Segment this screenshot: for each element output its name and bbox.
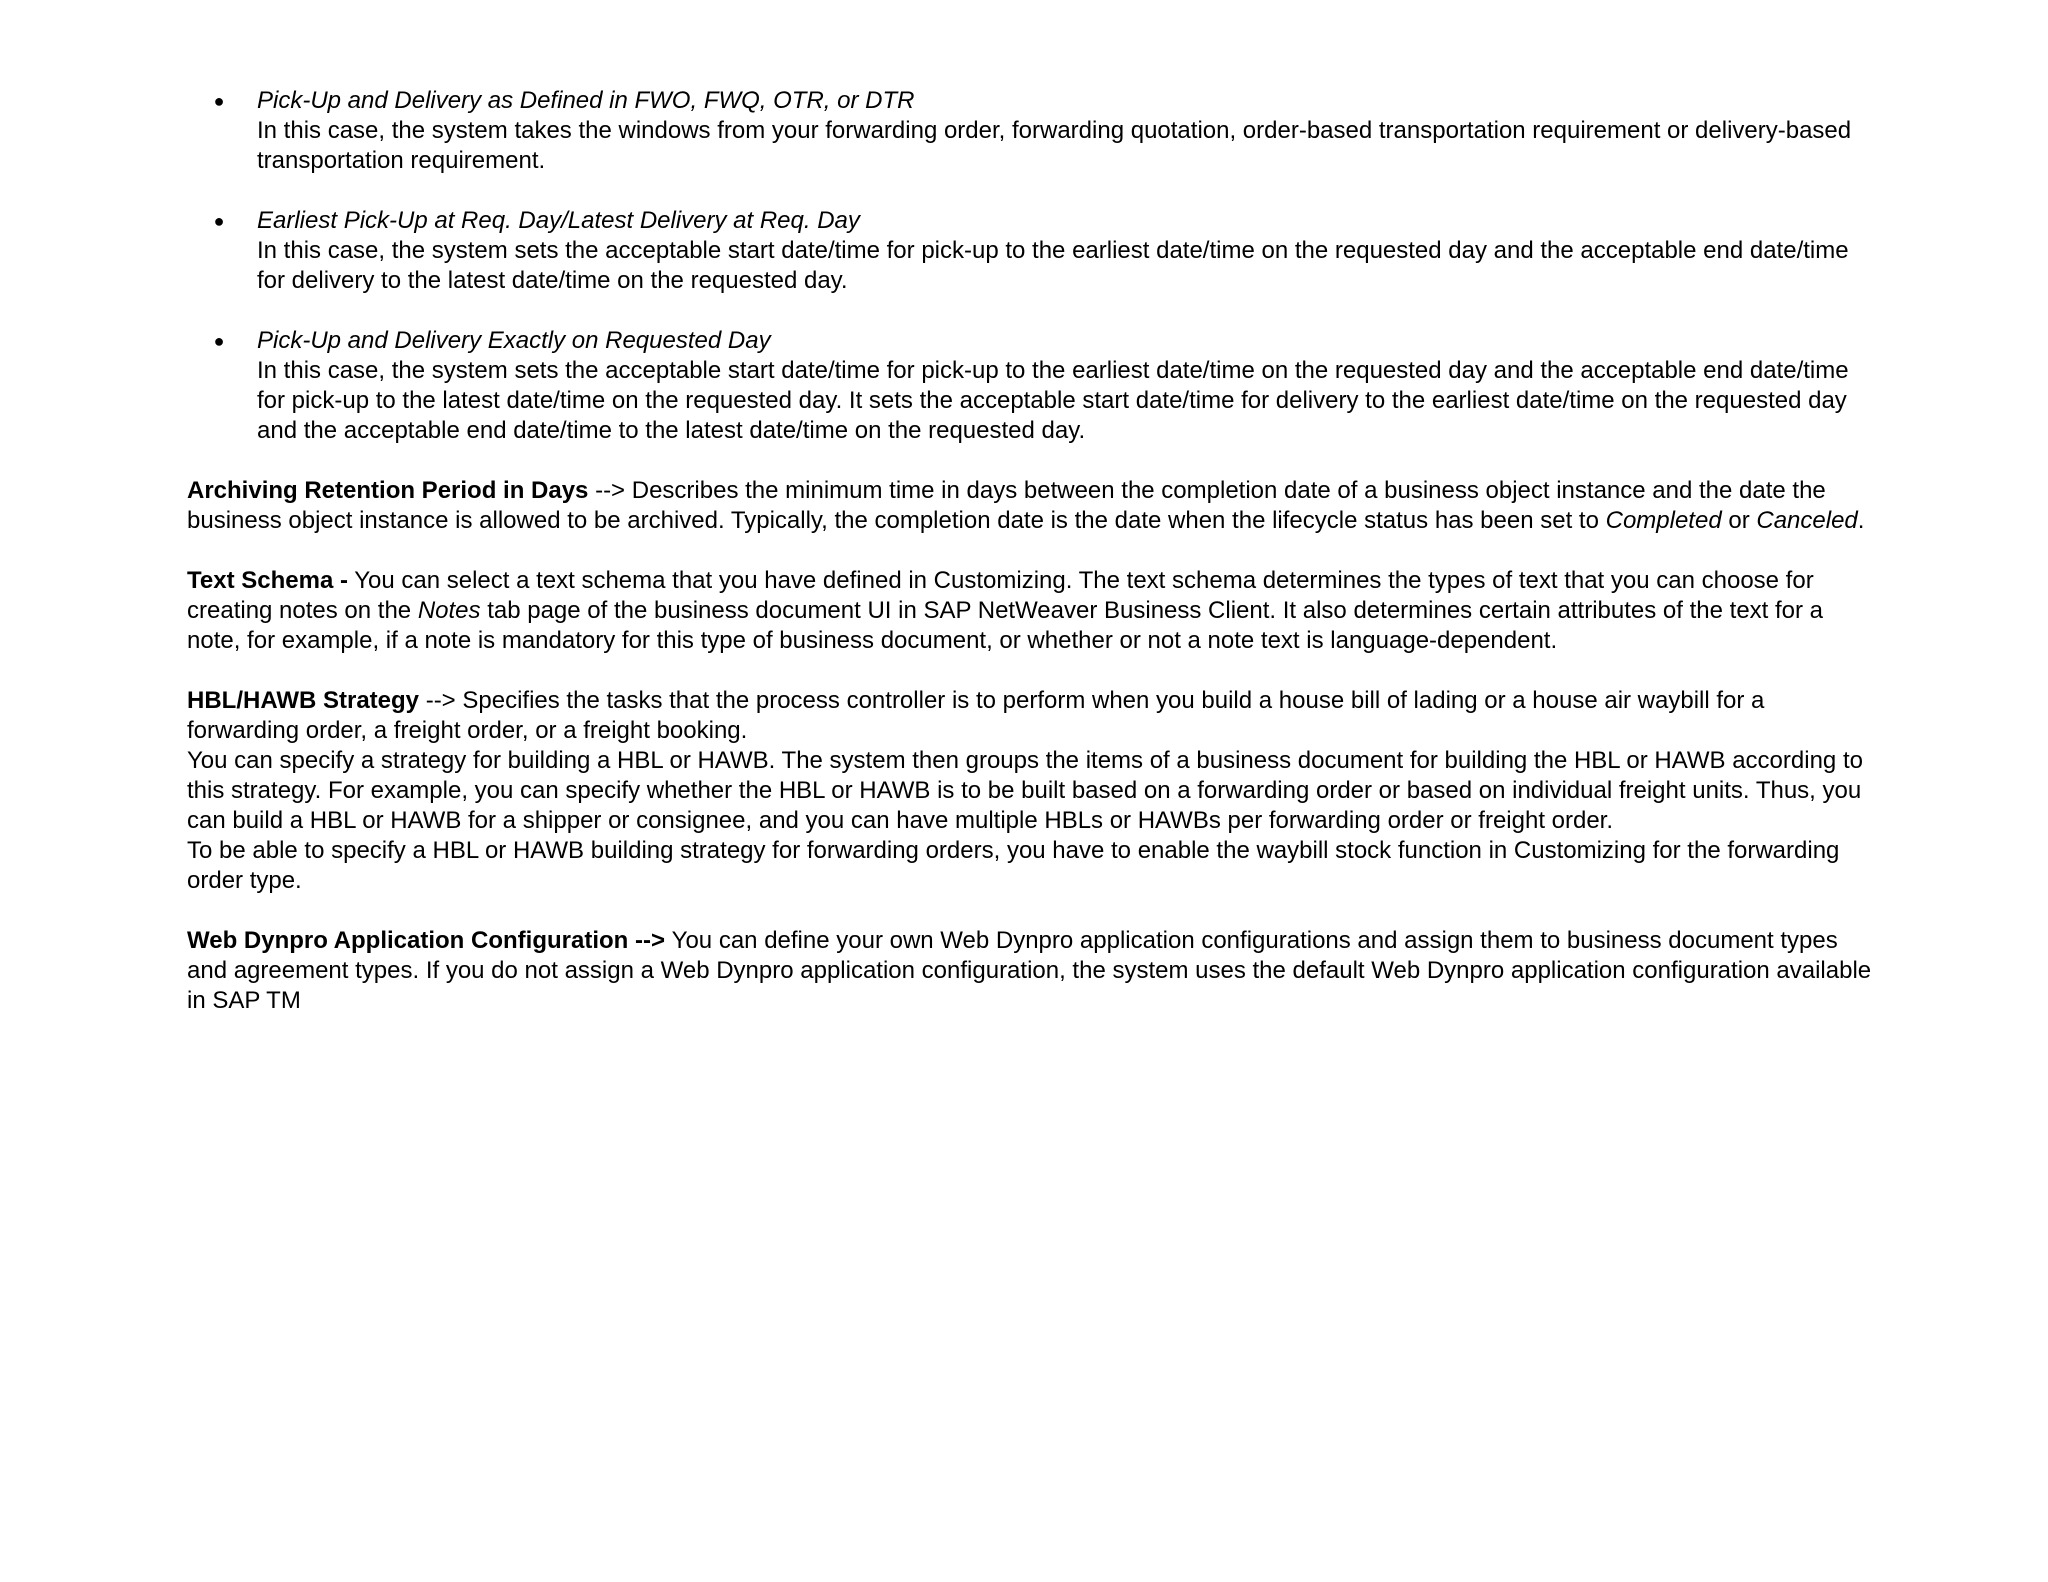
list-item: [187, 326, 1877, 446]
hbl-text-3: To be able to specify a HBL or HAWB building strategy for forwarding orders, you have to enable the waybill stock function in Customizing for the forwarding order type.: [187, 837, 1840, 894]
archiving-status-completed: Completed: [1605, 507, 1722, 534]
web-dynpro-term: Web Dynpro Application Configuration: [187, 927, 629, 954]
archiving-paragraph: [187, 476, 1877, 536]
hbl-line-1: [187, 686, 1877, 746]
archiving-term: Archiving Retention Period in Days: [187, 477, 589, 504]
hbl-term: HBL/HAWB Strategy: [187, 687, 420, 714]
archiving-text-after: .: [1857, 507, 1865, 534]
document-page: [187, 86, 1877, 1046]
text-schema-paragraph: [187, 566, 1877, 656]
web-dynpro-separator: -->: [628, 927, 672, 954]
hbl-text-1: Specifies the tasks that the process controller is to perform when you build a house bill of lading or a house air waybill for a forwarding order, a freight order, or a freight booking.: [187, 687, 1765, 744]
web-dynpro-paragraph: [187, 926, 1877, 1016]
option-description: In this case, the system sets the acceptable start date/time for pick-up to the earliest date/time on the requested day and the acceptable end date/time for pick-up to the latest date/time on the requested day. It sets the acceptable start date/time for delivery to the earliest date/time on the requested day and the acceptable end date/time to the latest date/time on the requested day.: [257, 357, 1849, 444]
list-item: [187, 206, 1877, 296]
archiving-separator: -->: [588, 477, 632, 504]
list-item: [187, 86, 1877, 176]
text-schema-notes-tab: Notes: [417, 597, 481, 624]
hbl-paragraph: [187, 686, 1877, 896]
option-title: Earliest Pick-Up at Req. Day/Latest Delivery at Req. Day: [257, 207, 860, 234]
option-title: Pick-Up and Delivery as Defined in FWO, FWQ, OTR, or DTR: [257, 87, 915, 114]
bullet-icon: ●: [213, 211, 225, 231]
text-schema-term: Text Schema -: [187, 567, 348, 594]
archiving-text-before: Describes the minimum time in days between the completion date of a business object instance and the date the business object instance is allowed to be archived. Typically, the completion date is the date when the lifecycle status has been set to: [187, 477, 1826, 534]
archiving-text-middle: or: [1721, 507, 1757, 534]
window-options-list: [187, 86, 1877, 446]
option-description: In this case, the system takes the windows from your forwarding order, forwarding quotation, order-based transportation requirement or delivery-based transportation requirement.: [257, 117, 1852, 174]
web-dynpro-text: You can define your own Web Dynpro application configurations and assign them to business document types and agreement types. If you do not assign a Web Dynpro application configuration, the system uses the default Web Dynpro application configuration available in SAP TM: [187, 927, 1872, 1014]
option-description: In this case, the system sets the acceptable start date/time for pick-up to the earliest date/time on the requested day and the acceptable end date/time for delivery to the latest date/time on the requested day.: [257, 237, 1849, 294]
bullet-icon: ●: [213, 331, 225, 351]
option-title: Pick-Up and Delivery Exactly on Requested Day: [257, 327, 771, 354]
bullet-icon: ●: [213, 91, 225, 111]
hbl-text-2: You can specify a strategy for building a HBL or HAWB. The system then groups the items of a business document for building the HBL or HAWB according to this strategy. For example, you can specify whether the HBL or HAWB is to be built based on a forwarding order or based on individual freight units. Thus, you can build a HBL or HAWB for a shipper or consignee, and you can have multiple HBLs or HAWBs per forwarding order or freight order.: [187, 747, 1863, 834]
text-schema-text-after: tab page of the business document UI in SAP NetWeaver Business Client. It also determines certain attributes of the text for a note, for example, if a note is mandatory for this type of business document, or whether or not a note text is language-dependent.: [187, 597, 1824, 654]
hbl-separator: -->: [419, 687, 463, 714]
archiving-status-canceled: Canceled: [1756, 507, 1858, 534]
text-schema-text-before: You can select a text schema that you have defined in Customizing. The text schema determines the types of text that you can choose for creating notes on the: [187, 567, 1814, 624]
